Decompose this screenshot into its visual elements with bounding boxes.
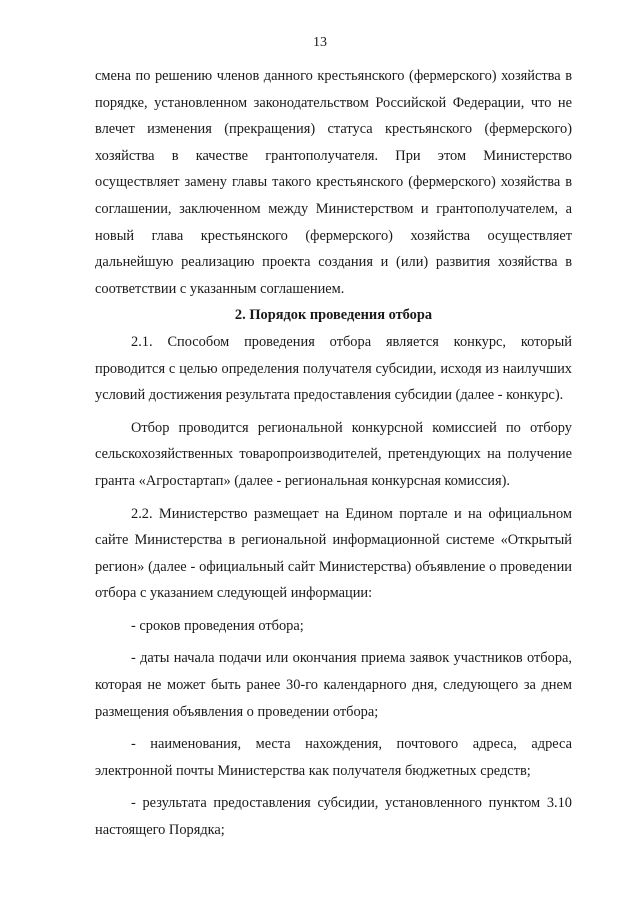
list-item-subsidy-result: - результата предоставления субсидии, установленного пунктом 3.10 настоящего Порядка;: [95, 795, 572, 839]
section-heading: 2. Порядок проведения отбора: [234, 307, 433, 324]
paragraph-2-1: 2.1. Способом проведения отбора является конкурс, который проводится с целью определения получателя субсидии, исходя из наилучших условий достижения результата предоставления субсидии (далее - конкурс).: [95, 333, 572, 404]
page-number: 13: [313, 35, 327, 50]
paragraph-selection-commission: Отбор проводится региональной конкурсной комиссией по отбору сельскохозяйственных товаропроизводителей, претендующих на получение гранта «Агростартап» (далее - региональная конкурсная комиссия).: [95, 419, 572, 489]
paragraph-2-2: 2.2. Министерство размещает на Едином портале и на официальном сайте Министерства в региональной информационной системе «Открытый регион» (далее - официальный сайт Министерства) объявление о проведении отбора с указанием следующей информации:: [95, 505, 572, 602]
list-item-selection-dates: - сроков проведения отбора;: [131, 617, 304, 634]
document-body: [95, 63, 572, 844]
list-item-ministry-contacts: - наименования, места нахождения, почтового адреса, адреса электронной почты Министерства как получателя бюджетных средств;: [95, 736, 572, 779]
list-item-application-dates: - даты начала подачи или окончания приема заявок участников отбора, которая не может быть ранее 30-го календарного дня, следующего за днем размещения объявления о проведении отбора;: [95, 650, 572, 720]
paragraph-peasant-farm-head-change: смена по решению членов данного крестьянского (фермерского) хозяйства в порядке, установленном законодательством Российской Федерации, что не влечет изменения (прекращения) статуса крестьянского (фермерского) хозяйства в качестве грантополучателя. При этом Министерство осуществляет замену главы такого крестьянского (фермерского) хозяйства в соглашении, заключенном между Министерством и грантополучателем, а новый глава крестьянского (фермерского) хозяйства осуществляет дальнейшую реализацию проекта создания и (или) развития хозяйства в соответствии с указанным соглашением.: [95, 68, 572, 297]
